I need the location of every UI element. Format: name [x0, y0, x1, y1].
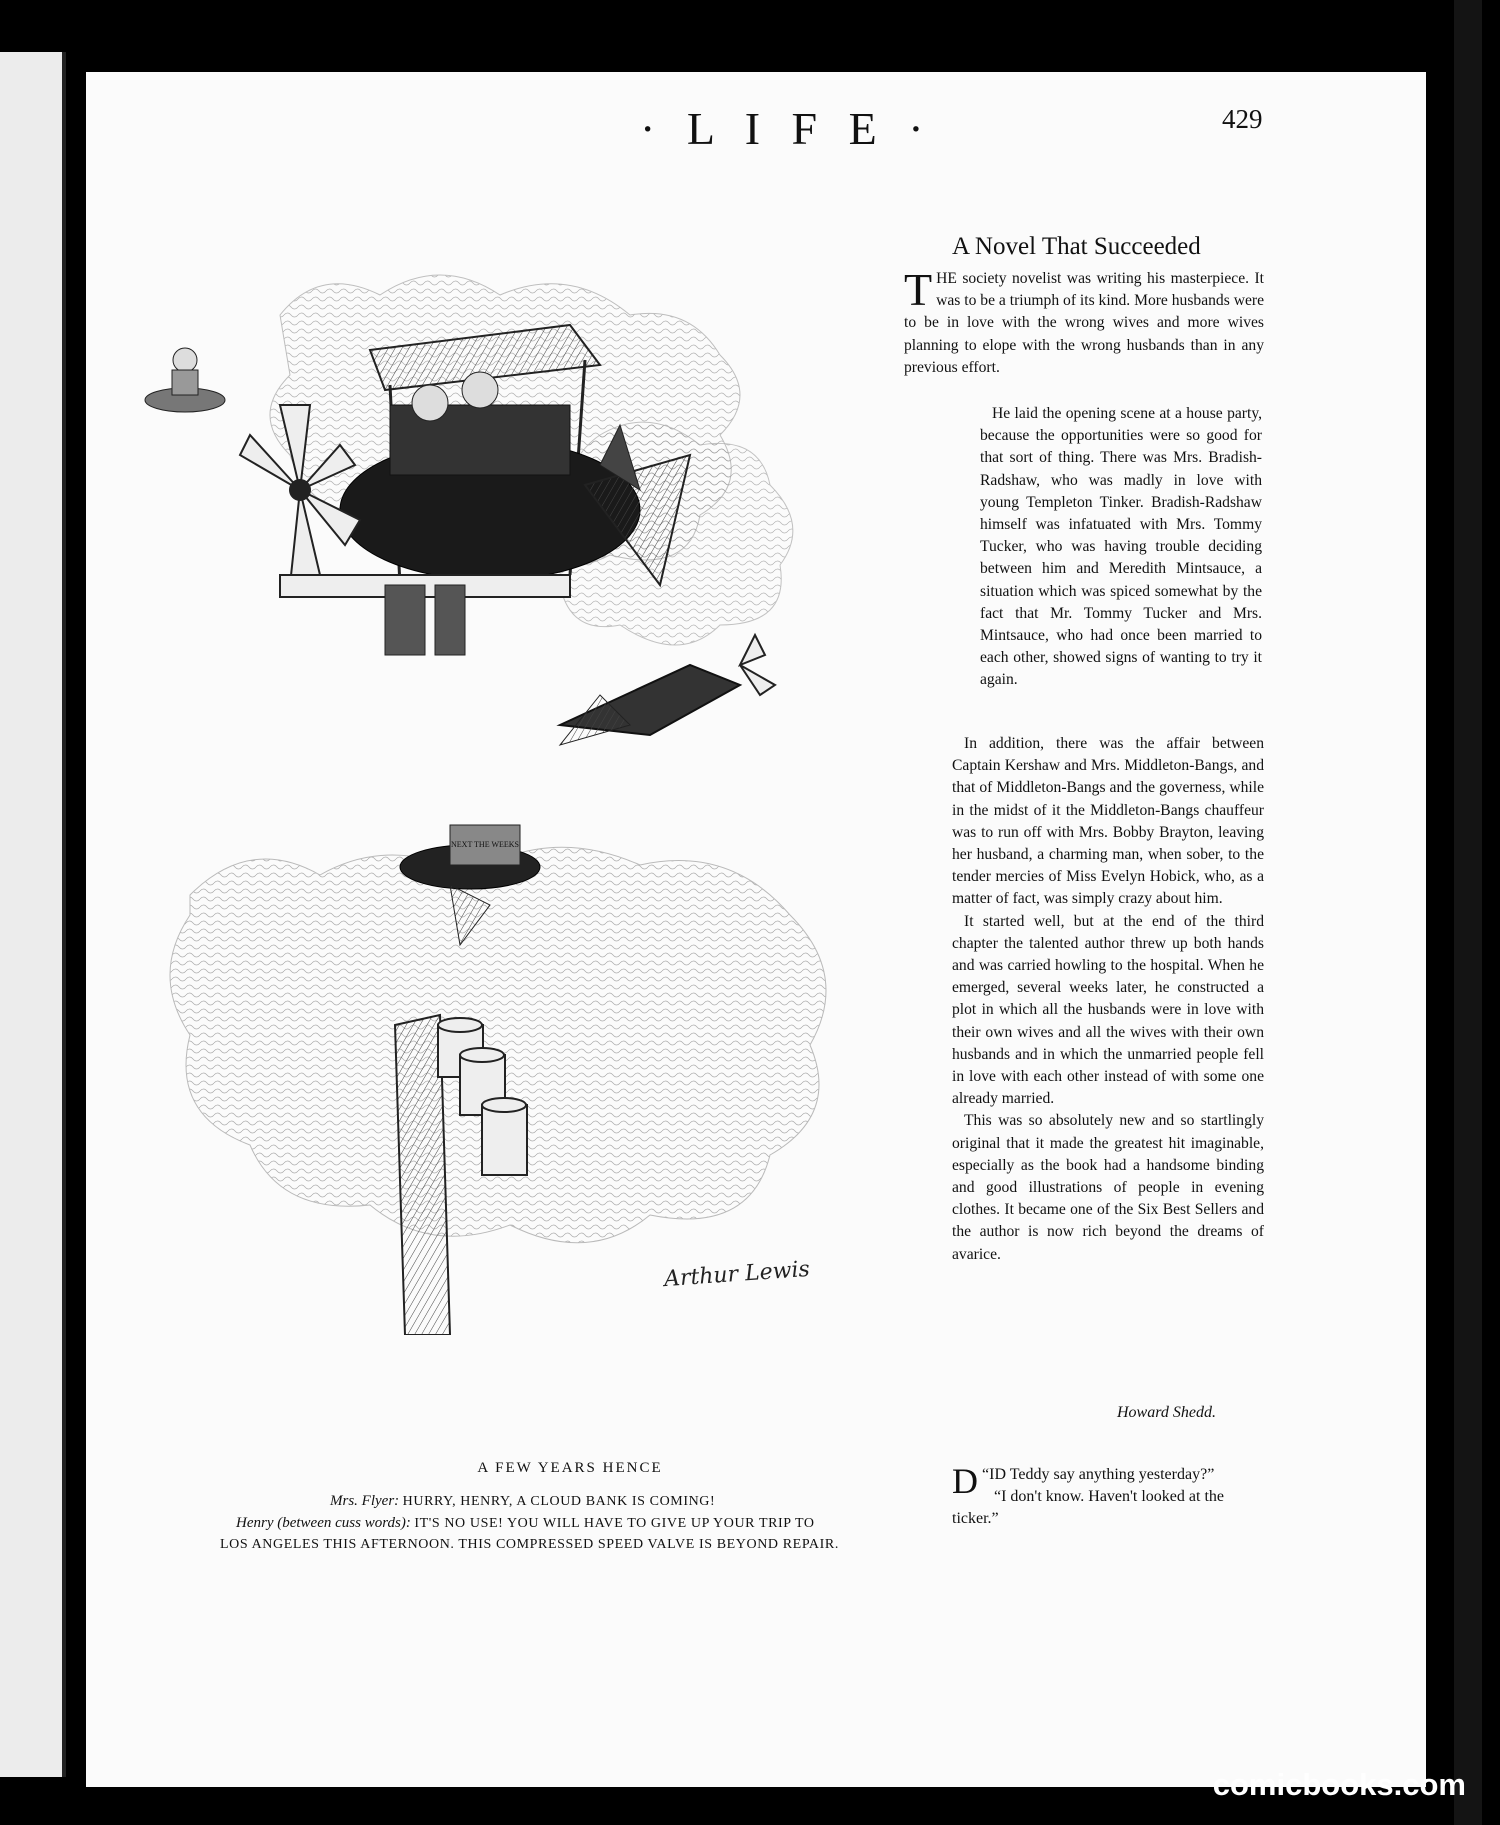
joke-dropcap: D: [952, 1461, 978, 1501]
article-paragraph: In addition, there was the affair between Captain Kershaw and Mrs. Middleton-Bangs, and that of Middleton-Bangs and the governess, while in the midst of it the Middleton-Bangs chauffeur was to run off with Mrs. Bobby Brayton, leaving her husband, a charming man, when sober, to the tender mercies of Miss Evelyn Hobick, who, as a matter of fact, was simply crazy about him.: [952, 735, 1264, 908]
article-column-bottom: [952, 733, 1264, 1266]
second-airship: [560, 635, 775, 745]
ship-sign: NEXT THE WEEKS: [451, 840, 519, 849]
caption-speaker: Henry (between cuss words):: [236, 1515, 411, 1531]
watermark: comicbooks.com: [1212, 1767, 1466, 1802]
masthead: · L I F E ·: [640, 103, 934, 154]
airship-illustration: [130, 255, 890, 1335]
article-paragraph: THE society novelist was writing his masterpiece. It was to be a triumph of its kind. More husbands were to be in love with the wrong wives and more wives planning to elope with the wrong husbands than in any previous effort.: [904, 264, 1264, 376]
article-title: A Novel That Succeeded: [952, 233, 1201, 260]
article-author: Howard Shedd.: [1117, 1404, 1216, 1421]
joke-line-2: “I don't know. Haven't looked at the ticker.”: [952, 1488, 1224, 1527]
page-number: 429: [1222, 104, 1263, 134]
small-flying-carpet: [145, 348, 225, 412]
article-paragraph: It started well, but at the end of the third chapter the talented author threw up both hands and was carried howling to the hospital. When he emerged, several weeks later, he constructed a plot in which all the husbands were in love with their own wives and all the wives with their own husbands and in which the unmarried people fell in love with each other instead of with some one already married.: [952, 912, 1264, 1108]
caption-speech: LOS ANGELES THIS AFTERNOON. THIS COMPRESSED SPEED VALVE IS BEYOND REPAIR.: [220, 1537, 839, 1552]
joke-line-1: “ D ID Teddy say anything yesterday?”: [952, 1461, 1215, 1501]
caption-line: [236, 1515, 815, 1532]
caption-speech: HURRY, HENRY, A CLOUD BANK IS COMING!: [402, 1494, 716, 1509]
left-page-edge: [0, 52, 66, 1777]
artist-signature: Arthur Lewis: [663, 1256, 811, 1293]
article-column-top: [904, 264, 1264, 379]
caption-line: [330, 1493, 715, 1510]
article-column-indented: [980, 403, 1262, 692]
joke-block: [952, 1461, 1264, 1530]
scan-border: [1454, 0, 1482, 1825]
caption-speaker: Mrs. Flyer:: [330, 1493, 400, 1509]
caption-speech: IT'S NO USE! YOU WILL HAVE TO GIVE UP YOUR TRIP TO: [414, 1516, 815, 1531]
illustration-caption-title: A FEW YEARS HENCE: [477, 1460, 663, 1476]
dropcap: T: [904, 264, 933, 315]
caption-line: [220, 1537, 839, 1553]
article-paragraph: He laid the opening scene at a house party, because the opportunities were so good for that sort of thing. There was Mrs. Bradish-Radshaw, who was madly in love with young Templeton Tinker. Bradish-Radshaw himself was infatuated with Mrs. Tommy Tucker, who was having trouble deciding between him and Meredith Mintsauce, a situation which was spiced somewhat by the fact that Mr. Tommy Tucker and Mrs. Mintsauce, who had once been married to each other, showed signs of wanting to try it again.: [980, 405, 1262, 689]
article-paragraph: This was so absolutely new and so startlingly original that it made the greatest hit imaginable, especially as the book had a handsome binding and good illustrations of people in evening clothes. It became one of the Six Best Sellers and the author is now rich beyond the dreams of avarice.: [952, 1112, 1264, 1263]
